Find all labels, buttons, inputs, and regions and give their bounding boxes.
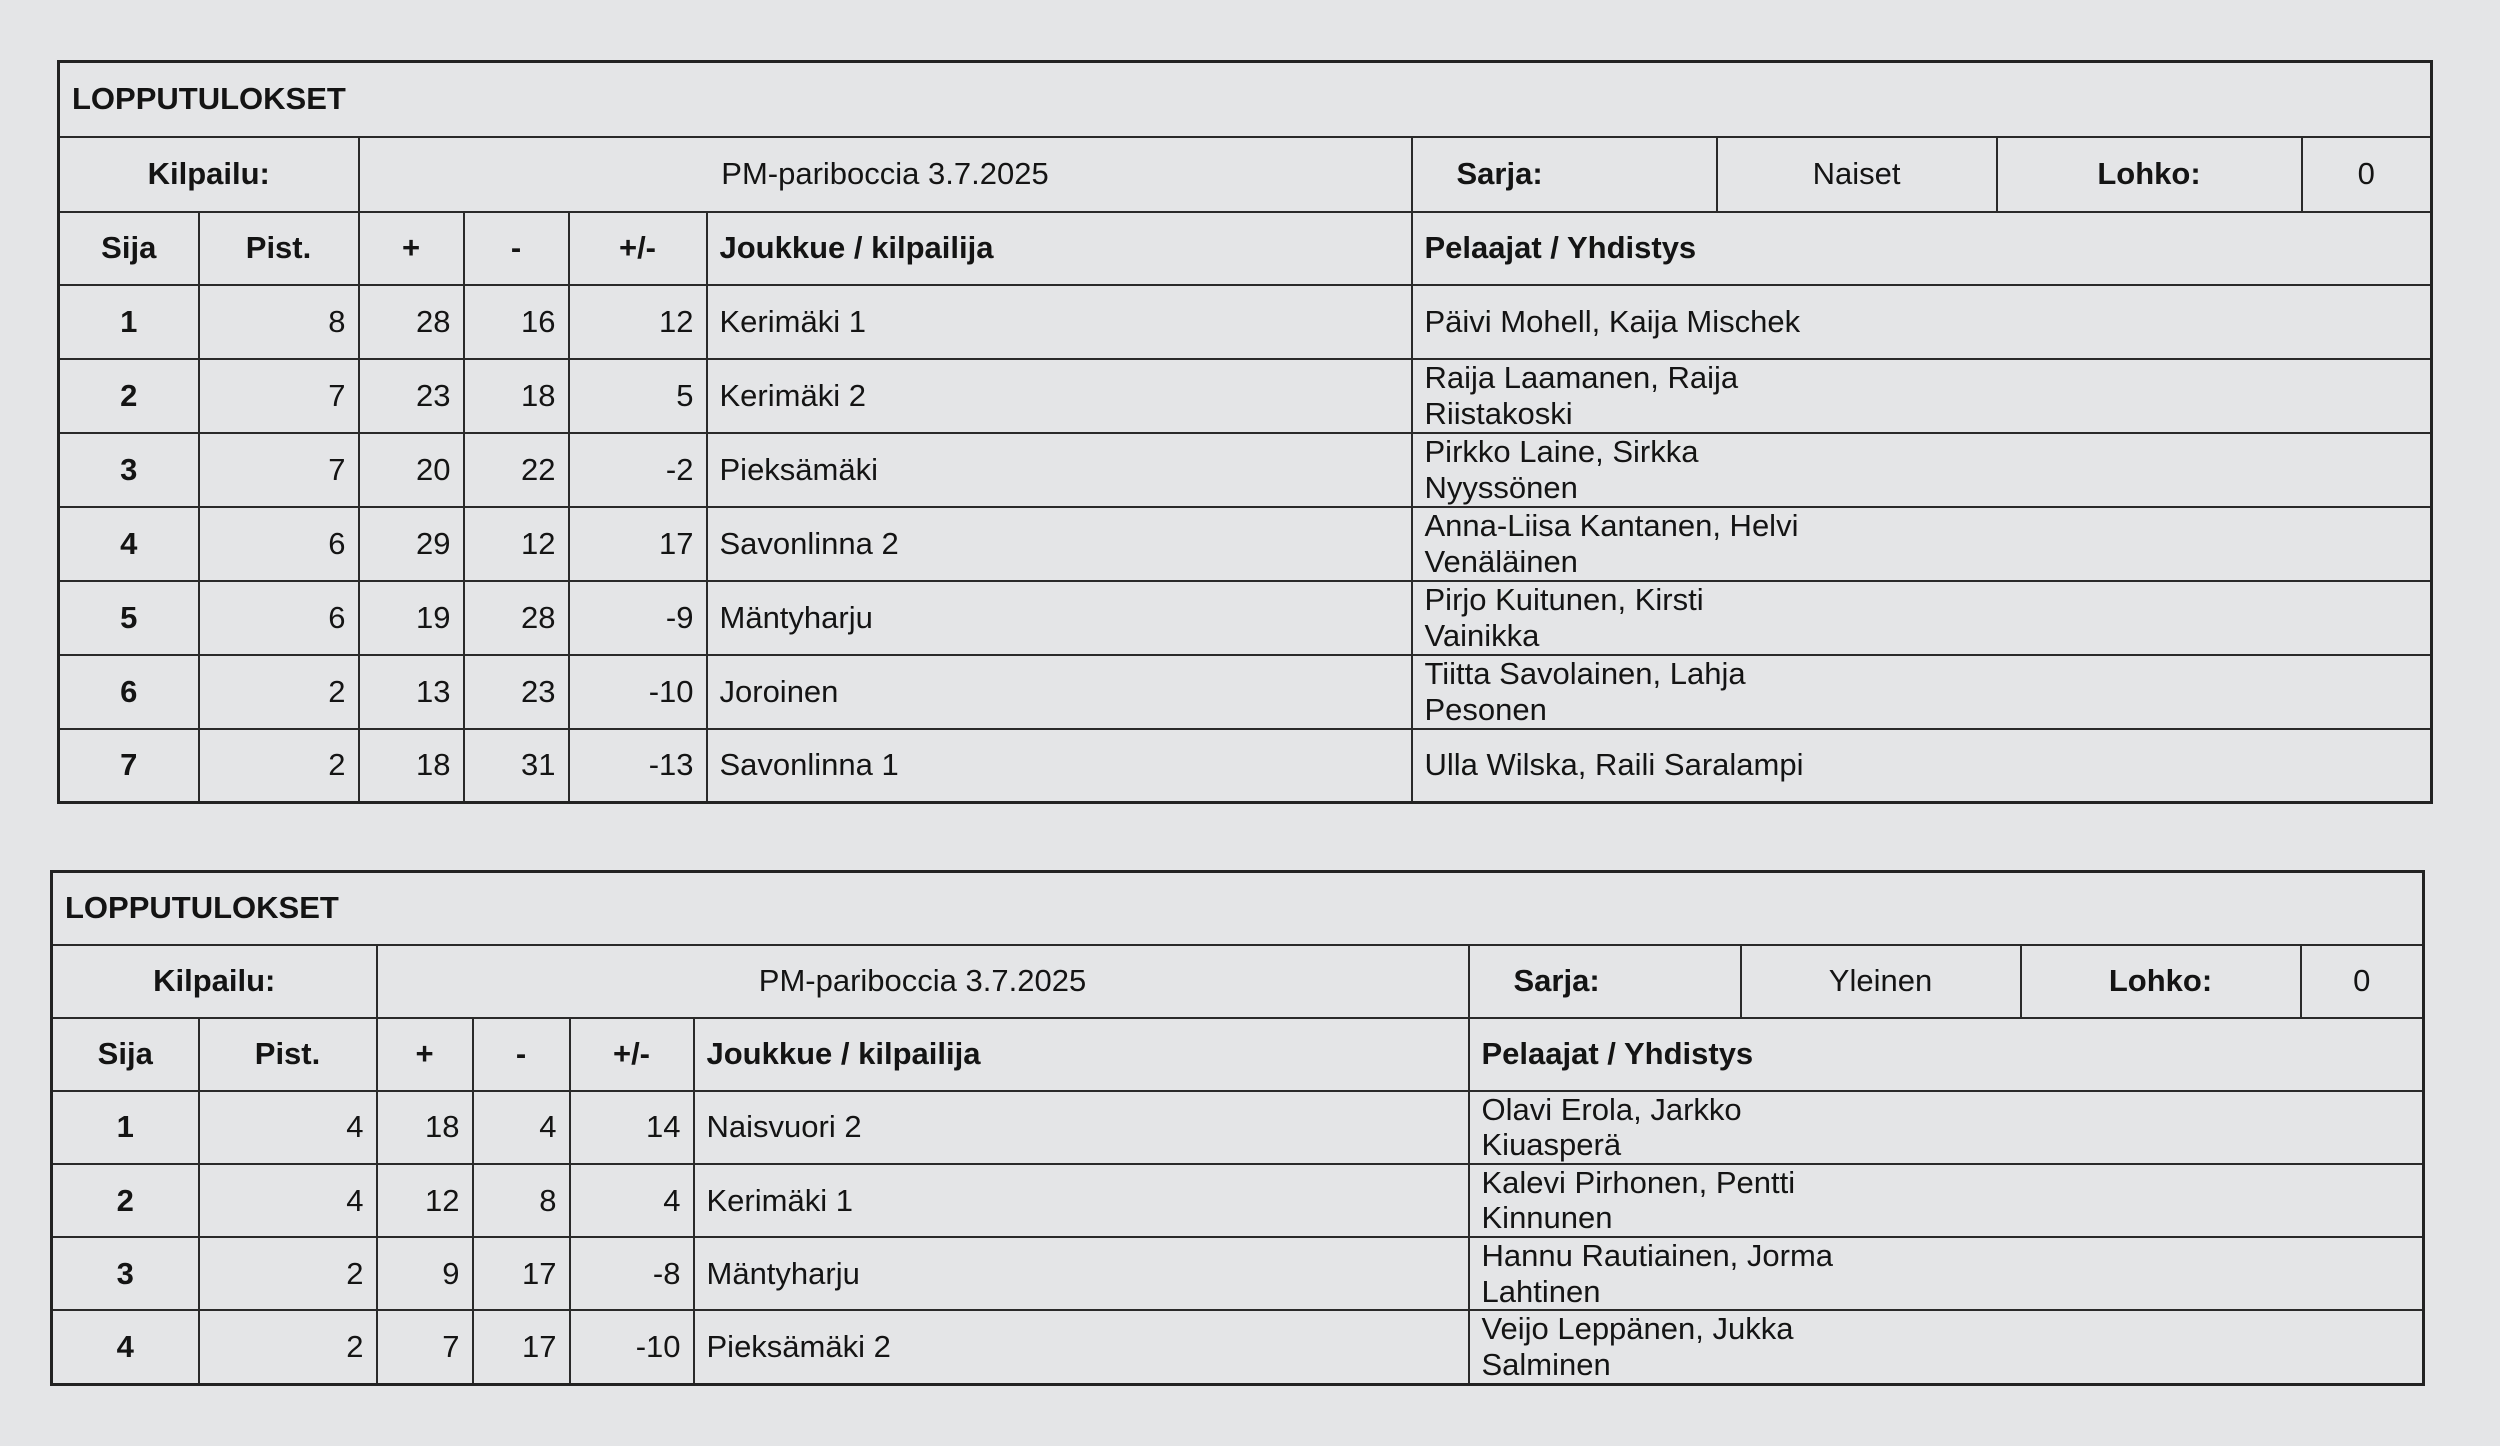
rank-cell: 7 [59, 729, 199, 803]
diff-cell: -13 [569, 729, 707, 803]
team-cell: Savonlinna 1 [707, 729, 1412, 803]
rank-cell: 5 [59, 581, 199, 655]
header-team: Joukkue / kilpailija [707, 212, 1412, 285]
series-value: Naiset [1717, 137, 1997, 212]
rank-cell: 4 [59, 507, 199, 581]
rank-cell: 2 [59, 359, 199, 433]
plus-cell: 23 [359, 359, 464, 433]
header-rank: Sija [59, 212, 199, 285]
plus-cell: 20 [359, 433, 464, 507]
rank-cell: 6 [59, 655, 199, 729]
series-label: Sarja: [1469, 945, 1741, 1018]
results-table-naiset [57, 60, 2433, 804]
team-cell: Savonlinna 2 [707, 507, 1412, 581]
plus-cell: 12 [377, 1164, 473, 1237]
results-table-yleinen [50, 870, 2425, 1386]
header-points: Pist. [199, 212, 359, 285]
players-cell: Hannu Rautiainen, Jorma Lahtinen [1469, 1237, 2424, 1310]
points-cell: 4 [199, 1164, 377, 1237]
minus-cell: 17 [473, 1310, 570, 1384]
diff-cell: 12 [569, 285, 707, 359]
table-row [59, 507, 2432, 581]
header-plus: + [359, 212, 464, 285]
table-title: LOPPUTULOKSET [52, 872, 2424, 945]
minus-cell: 22 [464, 433, 569, 507]
players-cell: Anna-Liisa Kantanen, Helvi Venäläinen [1412, 507, 2432, 581]
players-cell: Tiitta Savolainen, Lahja Pesonen [1412, 655, 2432, 729]
points-cell: 8 [199, 285, 359, 359]
minus-cell: 4 [473, 1091, 570, 1164]
diff-cell: -8 [570, 1237, 694, 1310]
minus-cell: 16 [464, 285, 569, 359]
header-diff: +/- [569, 212, 707, 285]
points-cell: 6 [199, 507, 359, 581]
points-cell: 2 [199, 1237, 377, 1310]
players-cell: Olavi Erola, Jarkko Kiuasperä [1469, 1091, 2424, 1164]
points-cell: 2 [199, 729, 359, 803]
minus-cell: 23 [464, 655, 569, 729]
rank-cell: 1 [52, 1091, 199, 1164]
plus-cell: 18 [377, 1091, 473, 1164]
table-title: LOPPUTULOKSET [59, 62, 2432, 137]
table-row [52, 1237, 2424, 1310]
players-cell: Pirkko Laine, Sirkka Nyyssönen [1412, 433, 2432, 507]
points-cell: 2 [199, 655, 359, 729]
team-cell: Kerimäki 1 [707, 285, 1412, 359]
rank-cell: 3 [59, 433, 199, 507]
table-row [52, 1164, 2424, 1237]
minus-cell: 17 [473, 1237, 570, 1310]
players-cell: Raija Laamanen, Raija Riistakoski [1412, 359, 2432, 433]
competition-value: PM-pariboccia 3.7.2025 [377, 945, 1469, 1018]
header-team: Joukkue / kilpailija [694, 1018, 1469, 1091]
players-cell: Kalevi Pirhonen, Pentti Kinnunen [1469, 1164, 2424, 1237]
block-label: Lohko: [2021, 945, 2301, 1018]
diff-cell: 4 [570, 1164, 694, 1237]
team-cell: Pieksämäki 2 [694, 1310, 1469, 1384]
results-body [52, 1091, 2424, 1385]
table-row [59, 581, 2432, 655]
series-label: Sarja: [1412, 137, 1717, 212]
block-label: Lohko: [1997, 137, 2302, 212]
minus-cell: 31 [464, 729, 569, 803]
header-rank: Sija [52, 1018, 199, 1091]
team-cell: Pieksämäki [707, 433, 1412, 507]
header-diff: +/- [570, 1018, 694, 1091]
header-points: Pist. [199, 1018, 377, 1091]
minus-cell: 8 [473, 1164, 570, 1237]
table-row [59, 285, 2432, 359]
series-value: Yleinen [1741, 945, 2021, 1018]
diff-cell: 5 [569, 359, 707, 433]
team-cell: Kerimäki 1 [694, 1164, 1469, 1237]
header-minus: - [464, 212, 569, 285]
minus-cell: 28 [464, 581, 569, 655]
players-cell: Ulla Wilska, Raili Saralampi [1412, 729, 2432, 803]
header-row [52, 1018, 2424, 1091]
header-row [59, 212, 2432, 285]
plus-cell: 7 [377, 1310, 473, 1384]
rank-cell: 2 [52, 1164, 199, 1237]
team-cell: Joroinen [707, 655, 1412, 729]
team-cell: Naisvuori 2 [694, 1091, 1469, 1164]
points-cell: 2 [199, 1310, 377, 1384]
table-row [52, 1310, 2424, 1384]
competition-value: PM-pariboccia 3.7.2025 [359, 137, 1412, 212]
rank-cell: 4 [52, 1310, 199, 1384]
minus-cell: 12 [464, 507, 569, 581]
competition-label: Kilpailu: [59, 137, 359, 212]
players-cell: Päivi Mohell, Kaija Mischek [1412, 285, 2432, 359]
team-cell: Kerimäki 2 [707, 359, 1412, 433]
table-row [59, 655, 2432, 729]
plus-cell: 9 [377, 1237, 473, 1310]
diff-cell: -2 [569, 433, 707, 507]
team-cell: Mäntyharju [707, 581, 1412, 655]
players-cell: Veijo Leppänen, Jukka Salminen [1469, 1310, 2424, 1384]
plus-cell: 19 [359, 581, 464, 655]
plus-cell: 29 [359, 507, 464, 581]
table-row [52, 1091, 2424, 1164]
points-cell: 7 [199, 359, 359, 433]
diff-cell: 17 [569, 507, 707, 581]
header-players: Pelaajat / Yhdistys [1412, 212, 2432, 285]
block-value: 0 [2301, 945, 2424, 1018]
table-row [59, 433, 2432, 507]
block-value: 0 [2302, 137, 2432, 212]
table-row [59, 359, 2432, 433]
diff-cell: 14 [570, 1091, 694, 1164]
header-minus: - [473, 1018, 570, 1091]
header-players: Pelaajat / Yhdistys [1469, 1018, 2424, 1091]
results-body [59, 285, 2432, 803]
rank-cell: 3 [52, 1237, 199, 1310]
competition-label: Kilpailu: [52, 945, 377, 1018]
rank-cell: 1 [59, 285, 199, 359]
players-cell: Pirjo Kuitunen, Kirsti Vainikka [1412, 581, 2432, 655]
points-cell: 6 [199, 581, 359, 655]
diff-cell: -9 [569, 581, 707, 655]
minus-cell: 18 [464, 359, 569, 433]
plus-cell: 18 [359, 729, 464, 803]
plus-cell: 13 [359, 655, 464, 729]
header-plus: + [377, 1018, 473, 1091]
team-cell: Mäntyharju [694, 1237, 1469, 1310]
points-cell: 7 [199, 433, 359, 507]
points-cell: 4 [199, 1091, 377, 1164]
diff-cell: -10 [570, 1310, 694, 1384]
table-row [59, 729, 2432, 803]
diff-cell: -10 [569, 655, 707, 729]
plus-cell: 28 [359, 285, 464, 359]
